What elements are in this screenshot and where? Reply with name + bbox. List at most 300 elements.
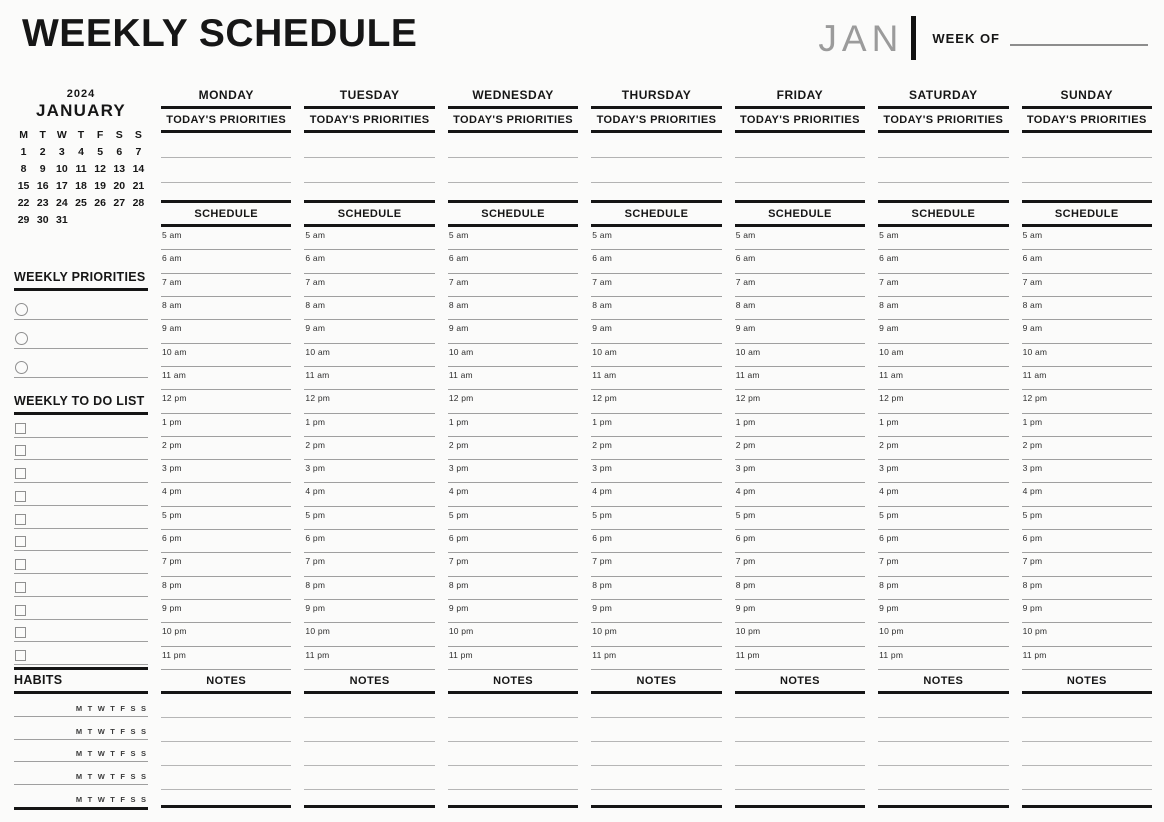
schedule-slots (1022, 227, 1152, 670)
calendar-day-header: F (96, 129, 104, 141)
notes-line[interactable] (448, 742, 578, 766)
schedule-slot[interactable] (591, 623, 721, 646)
habit-day-cell[interactable]: S (130, 703, 136, 713)
habit-day-cell[interactable]: S (130, 749, 136, 759)
todo-checkbox[interactable] (15, 650, 26, 661)
time-label: 11 am (305, 369, 330, 380)
notes-line[interactable] (1022, 694, 1152, 718)
calendar-date: 4 (78, 146, 84, 158)
habit-day-cell[interactable]: F (120, 794, 125, 804)
schedule-slot[interactable] (1022, 483, 1152, 506)
schedule-slot[interactable] (448, 344, 578, 367)
notes-bottom-rule (1022, 790, 1152, 808)
notes-line[interactable] (161, 742, 291, 766)
habit-row[interactable] (14, 785, 148, 807)
schedule-slot[interactable] (735, 250, 865, 273)
priority-lines (1022, 133, 1152, 183)
schedule-slot[interactable] (304, 553, 434, 576)
schedule-slot[interactable] (1022, 577, 1152, 600)
calendar-date: 15 (17, 180, 30, 192)
todo-checkbox[interactable] (15, 536, 26, 547)
schedule-slot[interactable] (735, 647, 865, 670)
todo-row[interactable] (14, 620, 148, 643)
schedule-slot[interactable] (591, 320, 721, 343)
schedule-slot[interactable] (304, 297, 434, 320)
habit-day-cell[interactable]: T (87, 794, 93, 804)
schedule-slot[interactable] (161, 623, 291, 646)
priority-line[interactable] (735, 133, 865, 158)
time-label: 5 am (305, 230, 326, 240)
time-label: 8 am (162, 299, 182, 310)
weekly-priority-row[interactable] (14, 349, 148, 378)
weekly-priority-row[interactable] (14, 320, 148, 349)
schedule-slot[interactable] (1022, 437, 1152, 460)
schedule-slot[interactable] (304, 414, 434, 437)
schedule-slot[interactable] (1022, 647, 1152, 670)
notes-line[interactable] (878, 766, 1008, 790)
schedule-slot[interactable] (161, 600, 291, 623)
habit-day-cell[interactable]: S (140, 794, 146, 804)
todays-priorities-label: TODAY'S PRIORITIES (883, 114, 1004, 126)
habit-day-cell[interactable]: S (140, 749, 146, 759)
notes-line[interactable] (448, 694, 578, 718)
schedule-slot[interactable] (304, 530, 434, 553)
schedule-slot[interactable] (735, 600, 865, 623)
schedule-slot[interactable] (735, 274, 865, 297)
todo-row[interactable] (14, 483, 148, 506)
habit-row[interactable] (14, 717, 148, 740)
schedule-slot[interactable] (878, 367, 1008, 390)
schedule-slot[interactable] (161, 460, 291, 483)
schedule-slot[interactable] (735, 553, 865, 576)
week-of-input-line[interactable] (1010, 30, 1148, 46)
schedule-slot[interactable] (878, 274, 1008, 297)
schedule-slot[interactable] (878, 553, 1008, 576)
schedule-slot[interactable] (304, 250, 434, 273)
time-label: 5 pm (1022, 509, 1043, 520)
todo-row[interactable] (14, 506, 148, 529)
habit-day-cell[interactable]: S (140, 703, 146, 713)
time-label: 3 pm (1022, 463, 1043, 474)
schedule-slot[interactable] (448, 274, 578, 297)
schedule-slot[interactable] (878, 437, 1008, 460)
schedule-slot[interactable] (1022, 274, 1152, 297)
habit-day-cell[interactable]: F (120, 772, 125, 782)
todo-checkbox[interactable] (15, 627, 26, 638)
schedule-slot[interactable] (448, 553, 578, 576)
schedule-slot[interactable] (304, 483, 434, 506)
schedule-slot[interactable] (1022, 250, 1152, 273)
habit-day-cell[interactable]: S (130, 794, 136, 804)
schedule-slot[interactable] (591, 507, 721, 530)
notes-label: NOTES (493, 675, 534, 687)
notes-line[interactable] (735, 718, 865, 742)
calendar-date: 5 (97, 146, 104, 158)
schedule-slot[interactable] (735, 460, 865, 483)
notes-line[interactable] (735, 766, 865, 790)
habit-day-cell[interactable]: T (87, 726, 93, 736)
schedule-slot[interactable] (161, 390, 291, 413)
schedule-slot[interactable] (878, 483, 1008, 506)
schedule-slot[interactable] (448, 437, 578, 460)
schedule-slot[interactable] (448, 577, 578, 600)
time-label: 6 am (448, 253, 469, 264)
schedule-slot[interactable] (735, 344, 865, 367)
habit-row[interactable] (14, 694, 148, 717)
schedule-slot[interactable] (448, 623, 578, 646)
schedule-slot[interactable] (448, 227, 578, 250)
schedule-slot[interactable] (735, 227, 865, 250)
notes-line[interactable] (304, 694, 434, 718)
schedule-slot[interactable] (735, 483, 865, 506)
habit-day-cell[interactable]: T (110, 794, 115, 804)
habit-day-cell[interactable]: T (87, 772, 93, 782)
schedule-slot[interactable] (161, 414, 291, 437)
time-label: 11 pm (735, 649, 760, 660)
time-label: 6 pm (592, 533, 612, 544)
schedule-slot[interactable] (735, 320, 865, 343)
schedule-slot[interactable] (591, 227, 721, 250)
schedule-slot[interactable] (161, 530, 291, 553)
time-label: 2 pm (735, 439, 756, 450)
priority-line[interactable] (161, 158, 291, 183)
todo-checkbox[interactable] (15, 468, 26, 479)
calendar-date (71, 214, 90, 226)
todo-checkbox[interactable] (15, 605, 26, 616)
schedule-slot[interactable] (161, 344, 291, 367)
schedule-slot[interactable] (161, 437, 291, 460)
notes-line[interactable] (304, 742, 434, 766)
notes-line[interactable] (591, 694, 721, 718)
habit-day-cell[interactable]: M (75, 794, 83, 804)
habit-day-cell[interactable]: W (97, 772, 105, 782)
schedule-slot[interactable] (304, 507, 434, 530)
schedule-slot[interactable] (448, 483, 578, 506)
day-name: THURSDAY (621, 88, 692, 102)
priority-line[interactable] (591, 133, 721, 158)
habit-day-cell[interactable]: T (87, 749, 93, 759)
schedule-slot[interactable] (591, 274, 721, 297)
schedule-slot[interactable] (735, 437, 865, 460)
habit-day-cell[interactable]: S (140, 726, 146, 736)
schedule-slot[interactable] (448, 647, 578, 670)
todo-checkbox[interactable] (15, 423, 26, 434)
schedule-slot[interactable] (1022, 227, 1152, 250)
schedule-slot[interactable] (591, 297, 721, 320)
todays-priorities-label: TODAY'S PRIORITIES (740, 114, 860, 126)
schedule-slot[interactable] (735, 530, 865, 553)
todo-row[interactable] (14, 415, 148, 438)
schedule-slot[interactable] (304, 367, 434, 390)
schedule-slot[interactable] (591, 367, 721, 390)
notes-lines (735, 694, 865, 790)
todo-checkbox[interactable] (15, 559, 26, 570)
schedule-slot[interactable] (1022, 600, 1152, 623)
schedule-slot[interactable] (1022, 297, 1152, 320)
schedule-slot[interactable] (591, 437, 721, 460)
calendar-date: 20 (113, 180, 126, 192)
time-label: 7 pm (1022, 556, 1043, 567)
todo-checkbox[interactable] (15, 445, 26, 456)
schedule-slot[interactable] (878, 344, 1008, 367)
time-label: 9 pm (162, 603, 182, 613)
schedule-slot[interactable] (591, 483, 721, 506)
notes-line[interactable] (1022, 766, 1152, 790)
schedule-slot[interactable] (878, 390, 1008, 413)
time-label: 9 am (162, 323, 182, 334)
schedule-slot[interactable] (878, 460, 1008, 483)
habit-day-cell[interactable]: F (120, 749, 125, 759)
schedule-slot[interactable] (304, 227, 434, 250)
time-label: 10 pm (305, 626, 331, 637)
schedule-slot[interactable] (304, 437, 434, 460)
schedule-slot[interactable] (878, 647, 1008, 670)
schedule-slot[interactable] (448, 367, 578, 390)
priority-line[interactable] (448, 158, 578, 183)
schedule-slot[interactable] (591, 600, 721, 623)
schedule-slot[interactable] (1022, 553, 1152, 576)
todo-row[interactable] (14, 642, 148, 665)
notes-bottom-rule (878, 790, 1008, 808)
priority-circle-icon[interactable] (15, 361, 28, 374)
todo-row[interactable] (14, 529, 148, 552)
schedule-slot[interactable] (591, 577, 721, 600)
habit-day-cell[interactable]: M (75, 772, 83, 782)
time-label: 10 am (879, 346, 904, 357)
time-label: 12 pm (879, 393, 904, 404)
schedule-slot[interactable] (161, 250, 291, 273)
calendar-date: 8 (20, 163, 27, 175)
planner-grid (0, 74, 1164, 822)
time-label: 10 am (1022, 346, 1048, 357)
notes-bottom-rule (304, 790, 434, 808)
time-label: 9 pm (1022, 603, 1043, 613)
habit-day-cell[interactable]: W (97, 749, 105, 759)
notes-line[interactable] (878, 694, 1008, 718)
schedule-slot[interactable] (591, 553, 721, 576)
habit-row[interactable] (14, 762, 148, 785)
habit-day-cell[interactable]: M (75, 749, 83, 759)
habit-row[interactable] (14, 740, 148, 763)
schedule-slot[interactable] (1022, 320, 1152, 343)
habit-day-cell[interactable]: T (110, 749, 115, 759)
priority-line[interactable] (878, 158, 1008, 183)
schedule-slot[interactable] (878, 250, 1008, 273)
schedule-slot[interactable] (448, 530, 578, 553)
schedule-slot[interactable] (735, 623, 865, 646)
habit-day-cell[interactable]: T (110, 703, 115, 713)
notes-line[interactable] (591, 742, 721, 766)
schedule-slot[interactable] (304, 647, 434, 670)
notes-line[interactable] (735, 742, 865, 766)
schedule-slot[interactable] (304, 577, 434, 600)
notes-line[interactable] (161, 718, 291, 742)
habit-day-cell[interactable]: S (130, 726, 136, 736)
time-label: 2 pm (448, 439, 469, 450)
notes-line[interactable] (1022, 742, 1152, 766)
schedule-slot[interactable] (448, 507, 578, 530)
mini-calendar (14, 88, 148, 226)
schedule-slot[interactable] (878, 577, 1008, 600)
todo-checkbox[interactable] (15, 491, 26, 502)
todo-row[interactable] (14, 574, 148, 597)
schedule-slot[interactable] (1022, 530, 1152, 553)
schedule-slot[interactable] (161, 274, 291, 297)
priority-line[interactable] (304, 133, 434, 158)
schedule-slot[interactable] (448, 320, 578, 343)
time-label: 11 pm (879, 649, 904, 660)
schedule-slot[interactable] (1022, 344, 1152, 367)
schedule-slot[interactable] (878, 414, 1008, 437)
notes-line[interactable] (735, 694, 865, 718)
notes-line[interactable] (1022, 718, 1152, 742)
schedule-slot[interactable] (591, 647, 721, 670)
time-label: 12 pm (735, 393, 761, 404)
schedule-slot[interactable] (878, 600, 1008, 623)
schedule-slot[interactable] (161, 297, 291, 320)
time-label: 7 am (1022, 276, 1043, 287)
schedule-slot[interactable] (1022, 507, 1152, 530)
priority-line[interactable] (878, 133, 1008, 158)
habit-day-cell[interactable]: F (120, 726, 125, 736)
schedule-slot[interactable] (448, 250, 578, 273)
schedule-slot[interactable] (878, 530, 1008, 553)
notes-line[interactable] (591, 766, 721, 790)
schedule-slot[interactable] (735, 390, 865, 413)
habit-day-cell[interactable]: M (75, 726, 83, 736)
time-label: 7 am (448, 276, 469, 287)
notes-line[interactable] (591, 718, 721, 742)
schedule-slot[interactable] (591, 460, 721, 483)
schedule-slot[interactable] (1022, 414, 1152, 437)
todo-row[interactable] (14, 438, 148, 461)
notes-line[interactable] (448, 718, 578, 742)
schedule-slot[interactable] (878, 297, 1008, 320)
time-label: 6 am (735, 253, 756, 264)
habit-day-cell[interactable]: W (97, 794, 105, 804)
schedule-slot[interactable] (591, 530, 721, 553)
notes-line[interactable] (161, 766, 291, 790)
schedule-slot[interactable] (1022, 367, 1152, 390)
schedule-slot[interactable] (448, 414, 578, 437)
habit-day-cell[interactable]: S (130, 772, 136, 782)
habit-day-cell[interactable]: T (110, 772, 115, 782)
habit-day-cell[interactable]: T (87, 703, 93, 713)
priority-line[interactable] (735, 158, 865, 183)
priority-circle-icon[interactable] (15, 303, 28, 316)
schedule-slot[interactable] (448, 600, 578, 623)
schedule-slot[interactable] (448, 390, 578, 413)
notes-line[interactable] (448, 766, 578, 790)
notes-lines (448, 694, 578, 790)
schedule-slot[interactable] (304, 344, 434, 367)
schedule-slot[interactable] (448, 297, 578, 320)
priority-line[interactable] (591, 158, 721, 183)
weekly-priority-row[interactable] (14, 291, 148, 320)
priority-lines (304, 133, 434, 183)
schedule-slot[interactable] (1022, 390, 1152, 413)
time-label: 10 am (735, 346, 761, 357)
time-label: 12 pm (305, 393, 331, 404)
schedule-slot[interactable] (1022, 460, 1152, 483)
schedule-slot[interactable] (304, 460, 434, 483)
schedule-slot[interactable] (448, 460, 578, 483)
schedule-slot[interactable] (161, 553, 291, 576)
schedule-slot[interactable] (304, 623, 434, 646)
notes-line[interactable] (878, 718, 1008, 742)
notes-line[interactable] (304, 718, 434, 742)
notes-lines (878, 694, 1008, 790)
priority-line[interactable] (161, 133, 291, 158)
schedule-slot[interactable] (735, 414, 865, 437)
schedule-slot[interactable] (161, 483, 291, 506)
schedule-slot[interactable] (735, 577, 865, 600)
schedule-slot[interactable] (878, 227, 1008, 250)
schedule-slot[interactable] (161, 577, 291, 600)
schedule-slot[interactable] (591, 390, 721, 413)
schedule-slot[interactable] (878, 507, 1008, 530)
schedule-slot[interactable] (878, 623, 1008, 646)
schedule-slot[interactable] (304, 600, 434, 623)
schedule-slot[interactable] (304, 320, 434, 343)
time-label: 7 pm (592, 556, 612, 567)
schedule-slot[interactable] (161, 320, 291, 343)
habit-day-cell[interactable]: W (97, 703, 105, 713)
schedule-slot[interactable] (304, 390, 434, 413)
notes-line[interactable] (161, 694, 291, 718)
day-column (304, 88, 434, 822)
priority-line[interactable] (448, 133, 578, 158)
habit-day-cell[interactable]: W (97, 726, 105, 736)
schedule-slot[interactable] (735, 507, 865, 530)
weekly-priorities-section (14, 270, 148, 378)
schedule-slot[interactable] (161, 507, 291, 530)
habit-day-cell[interactable]: F (120, 703, 125, 713)
priority-circle-icon[interactable] (15, 332, 28, 345)
schedule-slot[interactable] (878, 320, 1008, 343)
schedule-slot[interactable] (161, 227, 291, 250)
habit-day-cell[interactable]: S (140, 772, 146, 782)
todo-row[interactable] (14, 597, 148, 620)
time-label: 8 am (592, 299, 612, 310)
day-name: WEDNESDAY (472, 88, 554, 102)
todo-row[interactable] (14, 460, 148, 483)
schedule-slot[interactable] (735, 367, 865, 390)
priority-line[interactable] (1022, 133, 1152, 158)
notes-line[interactable] (304, 766, 434, 790)
schedule-slot[interactable] (161, 647, 291, 670)
schedule-slots (735, 227, 865, 670)
priority-line[interactable] (304, 158, 434, 183)
notes-line[interactable] (878, 742, 1008, 766)
priority-line[interactable] (1022, 158, 1152, 183)
habit-day-cell[interactable]: M (75, 703, 83, 713)
todo-checkbox[interactable] (15, 582, 26, 593)
schedule-slot[interactable] (591, 344, 721, 367)
schedule-slot[interactable] (591, 414, 721, 437)
schedule-slot[interactable] (1022, 623, 1152, 646)
schedule-slot[interactable] (735, 297, 865, 320)
todo-row[interactable] (14, 551, 148, 574)
schedule-slot[interactable] (591, 250, 721, 273)
weekly-priorities-rows (14, 291, 148, 378)
todo-checkbox[interactable] (15, 514, 26, 525)
schedule-slot[interactable] (161, 367, 291, 390)
calendar-date: 26 (94, 197, 106, 209)
schedule-label: SCHEDULE (337, 208, 402, 220)
schedule-slot[interactable] (304, 274, 434, 297)
habit-day-cell[interactable]: T (110, 726, 115, 736)
